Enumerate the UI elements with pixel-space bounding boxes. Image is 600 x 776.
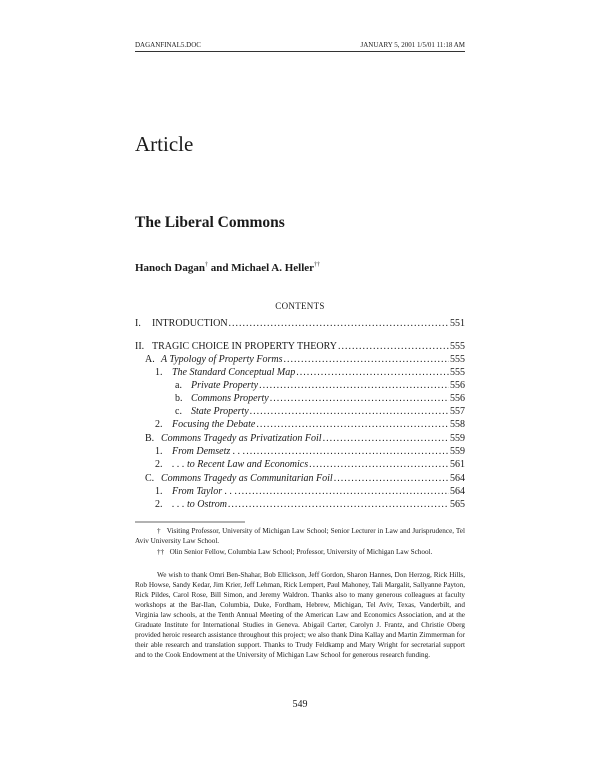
toc-entry bbox=[135, 459, 465, 471]
toc-entry-page: 555 bbox=[450, 341, 465, 352]
toc-entry bbox=[135, 406, 465, 418]
toc-entry bbox=[135, 354, 465, 366]
toc-entry-number: 1. bbox=[155, 486, 163, 497]
toc-entry-label: Commons Tragedy as Communitarian Foil bbox=[161, 473, 333, 484]
article-title: The Liberal Commons bbox=[135, 214, 285, 231]
toc-entry-label: . . . to Ostrom bbox=[172, 499, 227, 510]
toc-entry bbox=[135, 341, 465, 353]
toc-entry bbox=[135, 318, 465, 330]
toc-entry bbox=[135, 393, 465, 405]
toc-entry-label: State Property bbox=[191, 406, 249, 417]
footnote-text: We wish to thank Omri Ben-Shahar, Bob Ellickson, Jeff Gordon, Sharon Hannes, Don Herzog, Rick Hills, Rob Howse, Sandy Kedar, Jim Krier, Jeff Lehman, Rick Lempert, Paul Mahoney, Tali Margalit, Sallyanne Payton, Rick Pildes, Carol Rose, Bill Simon, and Jeremy Waldron. Thanks also to many generous colleagues at faculty workshops at the Bar-Ilan, Columbia, Duke, Fordham, Hebrew, Michigan, Tel Aviv, Texas, Vanderbilt, and Virginia law schools, at the Tenth Annual Meeting of the American Law and Economics Association, and at the Graduate Institute for International Studies in Geneva. Abigail Carter, Carolyn J. Frantz, and Christie Oberg provided heroic research assistance throughout this project; we also thank Dina Kallay and Martin Zimmerman for their able research and translation support. Thanks to Trudy Feldkamp and Mary Wright for secretarial support and to the Cook Endowment at the University of Michigan Law School for generous research funding. bbox=[135, 571, 465, 659]
contents-heading: CONTENTS bbox=[275, 301, 325, 311]
toc-leader-dots bbox=[228, 499, 449, 510]
toc-entry-number: 1. bbox=[155, 446, 163, 457]
footnote-text: Olin Senior Fellow, Columbia Law School; Professor, University of Michigan Law School. bbox=[169, 548, 433, 556]
author-first: Hanoch Dagan bbox=[135, 262, 205, 274]
page-number: 549 bbox=[292, 699, 308, 710]
footnote-mark: †† bbox=[157, 548, 165, 556]
toc-entry-label: Commons Tragedy as Privatization Foil bbox=[161, 433, 322, 444]
toc-leader-dots bbox=[259, 380, 449, 391]
toc-entry-number: II. bbox=[135, 341, 145, 352]
footnote-text: Visiting Professor, University of Michigan Law School; Senior Lecturer in Law and Jurisprudence, Tel Aviv University Law School. bbox=[135, 527, 465, 545]
article-label: Article bbox=[135, 132, 194, 156]
toc-entry-number: B. bbox=[145, 433, 155, 444]
footnote-separator bbox=[135, 521, 465, 523]
toc-entry-page: 556 bbox=[450, 393, 465, 404]
toc-entry-page: 564 bbox=[450, 473, 465, 484]
toc-entry bbox=[135, 473, 465, 485]
toc-entry-label: Private Property bbox=[191, 380, 259, 391]
header-rule bbox=[135, 51, 465, 52]
toc-entry-page: 561 bbox=[450, 459, 465, 470]
footnote-mark: † bbox=[157, 527, 161, 535]
toc-entry bbox=[135, 446, 465, 458]
toc-entry-number: 2. bbox=[155, 459, 163, 470]
toc-leader-dots bbox=[334, 473, 449, 484]
toc-entry-page: 557 bbox=[450, 406, 465, 417]
toc-entry-page: 558 bbox=[450, 419, 465, 430]
toc-leader-dots bbox=[229, 318, 449, 329]
footnote-dagger bbox=[135, 526, 465, 546]
toc-entry bbox=[135, 367, 465, 379]
toc-entry-number: c. bbox=[175, 406, 182, 417]
toc-entry-page: 555 bbox=[450, 367, 465, 378]
toc-entry-label: Commons Property bbox=[191, 393, 269, 404]
toc-leader-dots bbox=[309, 459, 449, 470]
toc-entry-number: A. bbox=[145, 354, 155, 365]
toc-leader-dots bbox=[296, 367, 449, 378]
toc-entry-page: 565 bbox=[450, 499, 465, 510]
toc-entry-number: 2. bbox=[155, 419, 163, 430]
toc-entry bbox=[135, 433, 465, 445]
toc-entry bbox=[135, 419, 465, 431]
toc-entry-page: 564 bbox=[450, 486, 465, 497]
toc-entry-page: 555 bbox=[450, 354, 465, 365]
toc-entry-number: b. bbox=[175, 393, 183, 404]
toc-entry-label: From Taylor . . . bbox=[172, 486, 238, 497]
toc-leader-dots bbox=[256, 419, 449, 430]
footnote-double-dagger bbox=[135, 547, 465, 557]
toc-entry bbox=[135, 380, 465, 392]
toc-entry bbox=[135, 486, 465, 498]
toc-entry-page: 551 bbox=[450, 318, 465, 329]
running-header-date: JANUARY 5, 2001 1/5/01 11:18 AM bbox=[360, 41, 465, 49]
toc-entry-page: 559 bbox=[450, 446, 465, 457]
toc-entry bbox=[135, 499, 465, 511]
toc-entry-label: From Demsetz . . . bbox=[172, 446, 246, 457]
author-second: Michael A. Heller bbox=[231, 262, 315, 274]
toc-entry-number: C. bbox=[145, 473, 155, 484]
toc-entry-label: The Standard Conceptual Map bbox=[172, 367, 296, 378]
toc-leader-dots bbox=[250, 406, 449, 417]
author-second-footnote-mark: †† bbox=[314, 262, 321, 268]
toc-entry-label: TRAGIC CHOICE IN PROPERTY THEORY bbox=[152, 341, 337, 352]
toc-entry-number: a. bbox=[175, 380, 182, 391]
toc-leader-dots bbox=[283, 354, 449, 365]
toc-leader-dots bbox=[323, 433, 449, 444]
author-line bbox=[135, 262, 320, 274]
running-header-filename: DAGANFINAL5.DOC bbox=[135, 41, 201, 49]
toc-entry-label: A Typology of Property Forms bbox=[161, 354, 283, 365]
toc-entry-label: Focusing the Debate bbox=[172, 419, 256, 430]
toc-leader-dots bbox=[270, 393, 449, 404]
toc-entry-page: 559 bbox=[450, 433, 465, 444]
toc-entry-label: . . . to Recent Law and Economics bbox=[172, 459, 309, 470]
toc-entry-number: 1. bbox=[155, 367, 163, 378]
toc-entry-page: 556 bbox=[450, 380, 465, 391]
author-joiner: and bbox=[208, 262, 232, 274]
toc-entry-label: INTRODUCTION bbox=[152, 318, 228, 329]
toc-entry-number: 2. bbox=[155, 499, 163, 510]
toc-leader-dots bbox=[238, 486, 449, 497]
toc-entry-number: I. bbox=[135, 318, 141, 329]
toc-leader-dots bbox=[338, 341, 449, 352]
footnote-acknowledgments bbox=[135, 570, 465, 660]
author-first-footnote-mark: † bbox=[205, 262, 208, 268]
toc-leader-dots bbox=[246, 446, 449, 457]
